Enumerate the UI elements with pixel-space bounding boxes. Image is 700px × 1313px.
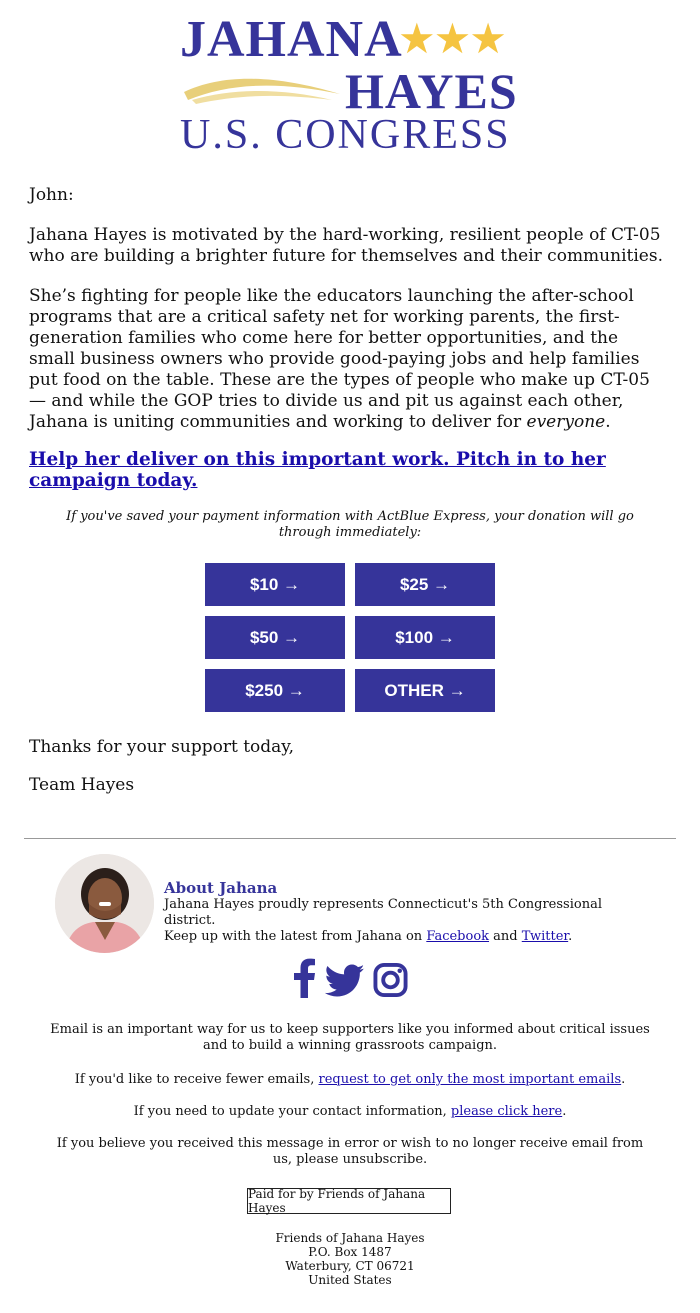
paragraph-1: Jahana Hayes is motivated by the hard-working, resilient people of CT-05 who are building a brighter future for themselves and their communities. [29, 225, 663, 266]
instagram-icon[interactable] [373, 960, 408, 1000]
address-line: Waterbury, CT 06721 [285, 1259, 415, 1273]
facebook-icon[interactable] [291, 958, 317, 998]
twitter-icon[interactable] [325, 961, 365, 1001]
donate-10-button[interactable]: $10 → [205, 563, 345, 606]
about-line-1: Jahana Hayes proudly represents Connecticut's 5th Congressional district. [164, 897, 602, 928]
footer-fewer-emails [50, 1072, 650, 1088]
about-text [164, 897, 654, 945]
actblue-express-note: If you've saved your payment information with ActBlue Express, your donation will go through immediately: [66, 509, 634, 540]
donate-other-button[interactable]: OTHER → [355, 669, 495, 712]
update-contact-end: . [562, 1104, 567, 1119]
paragraph-2-emphasis: everyone [526, 412, 606, 432]
paid-for-disclaimer: Paid for by Friends of Jahana Hayes [247, 1188, 451, 1214]
paragraph-2-text: She’s fighting for people like the educators launching the after-school programs that are a critical safety net for working parents, the first-generation families who come here for better opportunities, and the small business owners who provide good-paying jobs and help families put food on the table. These are the types of people who make up CT-05 — and while the GOP tries to divide us and pit us against each other, Jahana is uniting communities and working to deliver for [29, 286, 650, 432]
fewer-emails-link[interactable]: request to get only the most important emails [318, 1072, 622, 1087]
about-line-2-end: . [568, 929, 573, 944]
donate-25-button[interactable]: $25 → [355, 563, 495, 606]
about-line-2-pre: Keep up with the latest from Jahana on [164, 929, 427, 944]
donate-50-button[interactable]: $50 → [205, 616, 345, 659]
donate-100-button[interactable]: $100 → [355, 616, 495, 659]
logo-last-name: HAYES [345, 63, 518, 119]
donate-cta-link[interactable]: Help her deliver on this important work. Pitch in to her campaign today. [29, 449, 606, 491]
thanks-line: Thanks for your support today, [29, 737, 295, 757]
signoff: Team Hayes [29, 775, 135, 795]
paragraph-2 [29, 286, 669, 433]
update-contact-pre: If you need to update your contact information, [133, 1104, 451, 1119]
address-line: Friends of Jahana Hayes [275, 1231, 425, 1245]
about-and: and [489, 929, 522, 944]
footer-divider [24, 838, 676, 839]
avatar [55, 854, 154, 953]
address-line: United States [308, 1273, 392, 1287]
campaign-logo [0, 8, 700, 158]
about-line-2 [164, 929, 654, 945]
donate-250-button[interactable]: $250 → [205, 669, 345, 712]
footer-update-contact [50, 1104, 650, 1120]
logo-first-name: JAHANA [180, 11, 403, 68]
twitter-link[interactable]: Twitter [521, 929, 569, 944]
portrait-image [55, 854, 154, 953]
paragraph-2-end: . [605, 412, 611, 432]
logo-stars: ★★★ [398, 14, 505, 63]
update-contact-link[interactable]: please click here [450, 1104, 563, 1119]
footer-unsubscribe-note: If you believe you received this message in error or wish to no longer receive email from us, please unsubscribe. [56, 1136, 644, 1167]
address-line: P.O. Box 1487 [308, 1245, 392, 1259]
facebook-link[interactable]: Facebook [426, 929, 490, 944]
mailing-address [200, 1231, 500, 1287]
logo-swoosh-icon [182, 70, 342, 106]
about-title: About Jahana [164, 879, 278, 897]
logo-office: U.S. CONGRESS [180, 112, 511, 158]
footer-email-note: Email is an important way for us to keep supporters like you informed about critical issues and to build a winning grassroots campaign. [50, 1022, 650, 1053]
fewer-emails-end: . [621, 1072, 626, 1087]
greeting: John: [29, 185, 74, 205]
fewer-emails-pre: If you'd like to receive fewer emails, [74, 1072, 319, 1087]
